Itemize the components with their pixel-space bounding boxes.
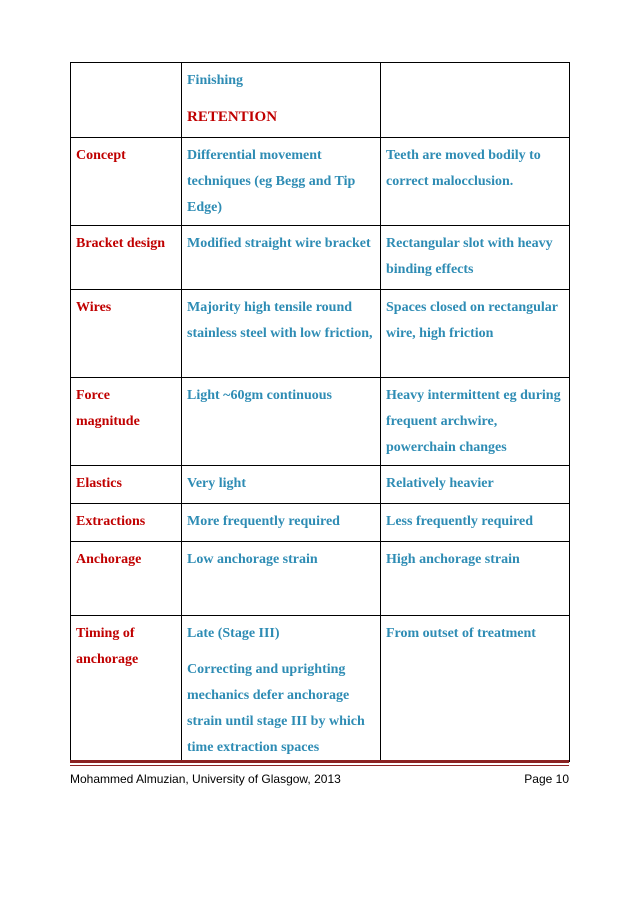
cell-extractions-b: Less frequently required bbox=[381, 504, 570, 542]
cell-wires-a: Majority high tensile round stainless steel with low friction, bbox=[182, 290, 381, 378]
table-row bbox=[71, 138, 570, 226]
cell-timing-b: From outset of treatment bbox=[381, 616, 570, 762]
retention-heading: RETENTION bbox=[187, 109, 278, 125]
cell-anchorage-a: Low anchorage strain bbox=[182, 542, 381, 616]
table-row bbox=[71, 466, 570, 504]
table-cell bbox=[381, 63, 570, 138]
row-label-force: Force magnitude bbox=[71, 378, 182, 466]
finishing-text: Finishing bbox=[187, 73, 244, 88]
cell-timing-a2: Correcting and uprighting mechanics defer anchorage strain until stage III by which time extraction spaces bbox=[187, 662, 365, 755]
cell-wires-b: Spaces closed on rectangular wire, high friction bbox=[381, 290, 570, 378]
cell-force-b: Heavy intermittent eg during frequent archwire, powerchain changes bbox=[381, 378, 570, 466]
footer-author: Mohammed Almuzian, University of Glasgow, 2013 bbox=[70, 772, 341, 786]
table-row bbox=[71, 616, 570, 762]
cell-elastics-b: Relatively heavier bbox=[381, 466, 570, 504]
cell-bracket-b: Rectangular slot with heavy binding effects bbox=[381, 226, 570, 290]
row-label-bracket: Bracket design bbox=[71, 226, 182, 290]
table-row bbox=[71, 542, 570, 616]
footer-rule bbox=[70, 765, 569, 766]
footer-text bbox=[70, 772, 569, 786]
cell-anchorage-b: High anchorage strain bbox=[381, 542, 570, 616]
comparison-table bbox=[70, 62, 570, 762]
row-label-anchorage: Anchorage bbox=[71, 542, 182, 616]
table-cell bbox=[182, 63, 381, 138]
table-cell bbox=[182, 616, 381, 762]
cell-bracket-a: Modified straight wire bracket bbox=[182, 226, 381, 290]
cell-elastics-a: Very light bbox=[182, 466, 381, 504]
row-label-concept: Concept bbox=[71, 138, 182, 226]
table-row bbox=[71, 226, 570, 290]
row-label-wires: Wires bbox=[71, 290, 182, 378]
cell-concept-b: Teeth are moved bodily to correct malocclusion. bbox=[381, 138, 570, 226]
cell-force-a: Light ~60gm continuous bbox=[182, 378, 381, 466]
cell-timing-a1: Late (Stage III) bbox=[187, 626, 280, 641]
table-cell bbox=[71, 63, 182, 138]
table-row bbox=[71, 504, 570, 542]
footer-rule bbox=[70, 760, 569, 763]
page-footer bbox=[70, 760, 569, 786]
cell-concept-a: Differential movement techniques (eg Begg and Tip Edge) bbox=[182, 138, 381, 226]
page-number: Page 10 bbox=[524, 772, 569, 786]
cell-extractions-a: More frequently required bbox=[182, 504, 381, 542]
table-row bbox=[71, 63, 570, 138]
table-row bbox=[71, 290, 570, 378]
table-row bbox=[71, 378, 570, 466]
row-label-extractions: Extractions bbox=[71, 504, 182, 542]
row-label-timing: Timing of anchorage bbox=[71, 616, 182, 762]
row-label-elastics: Elastics bbox=[71, 466, 182, 504]
